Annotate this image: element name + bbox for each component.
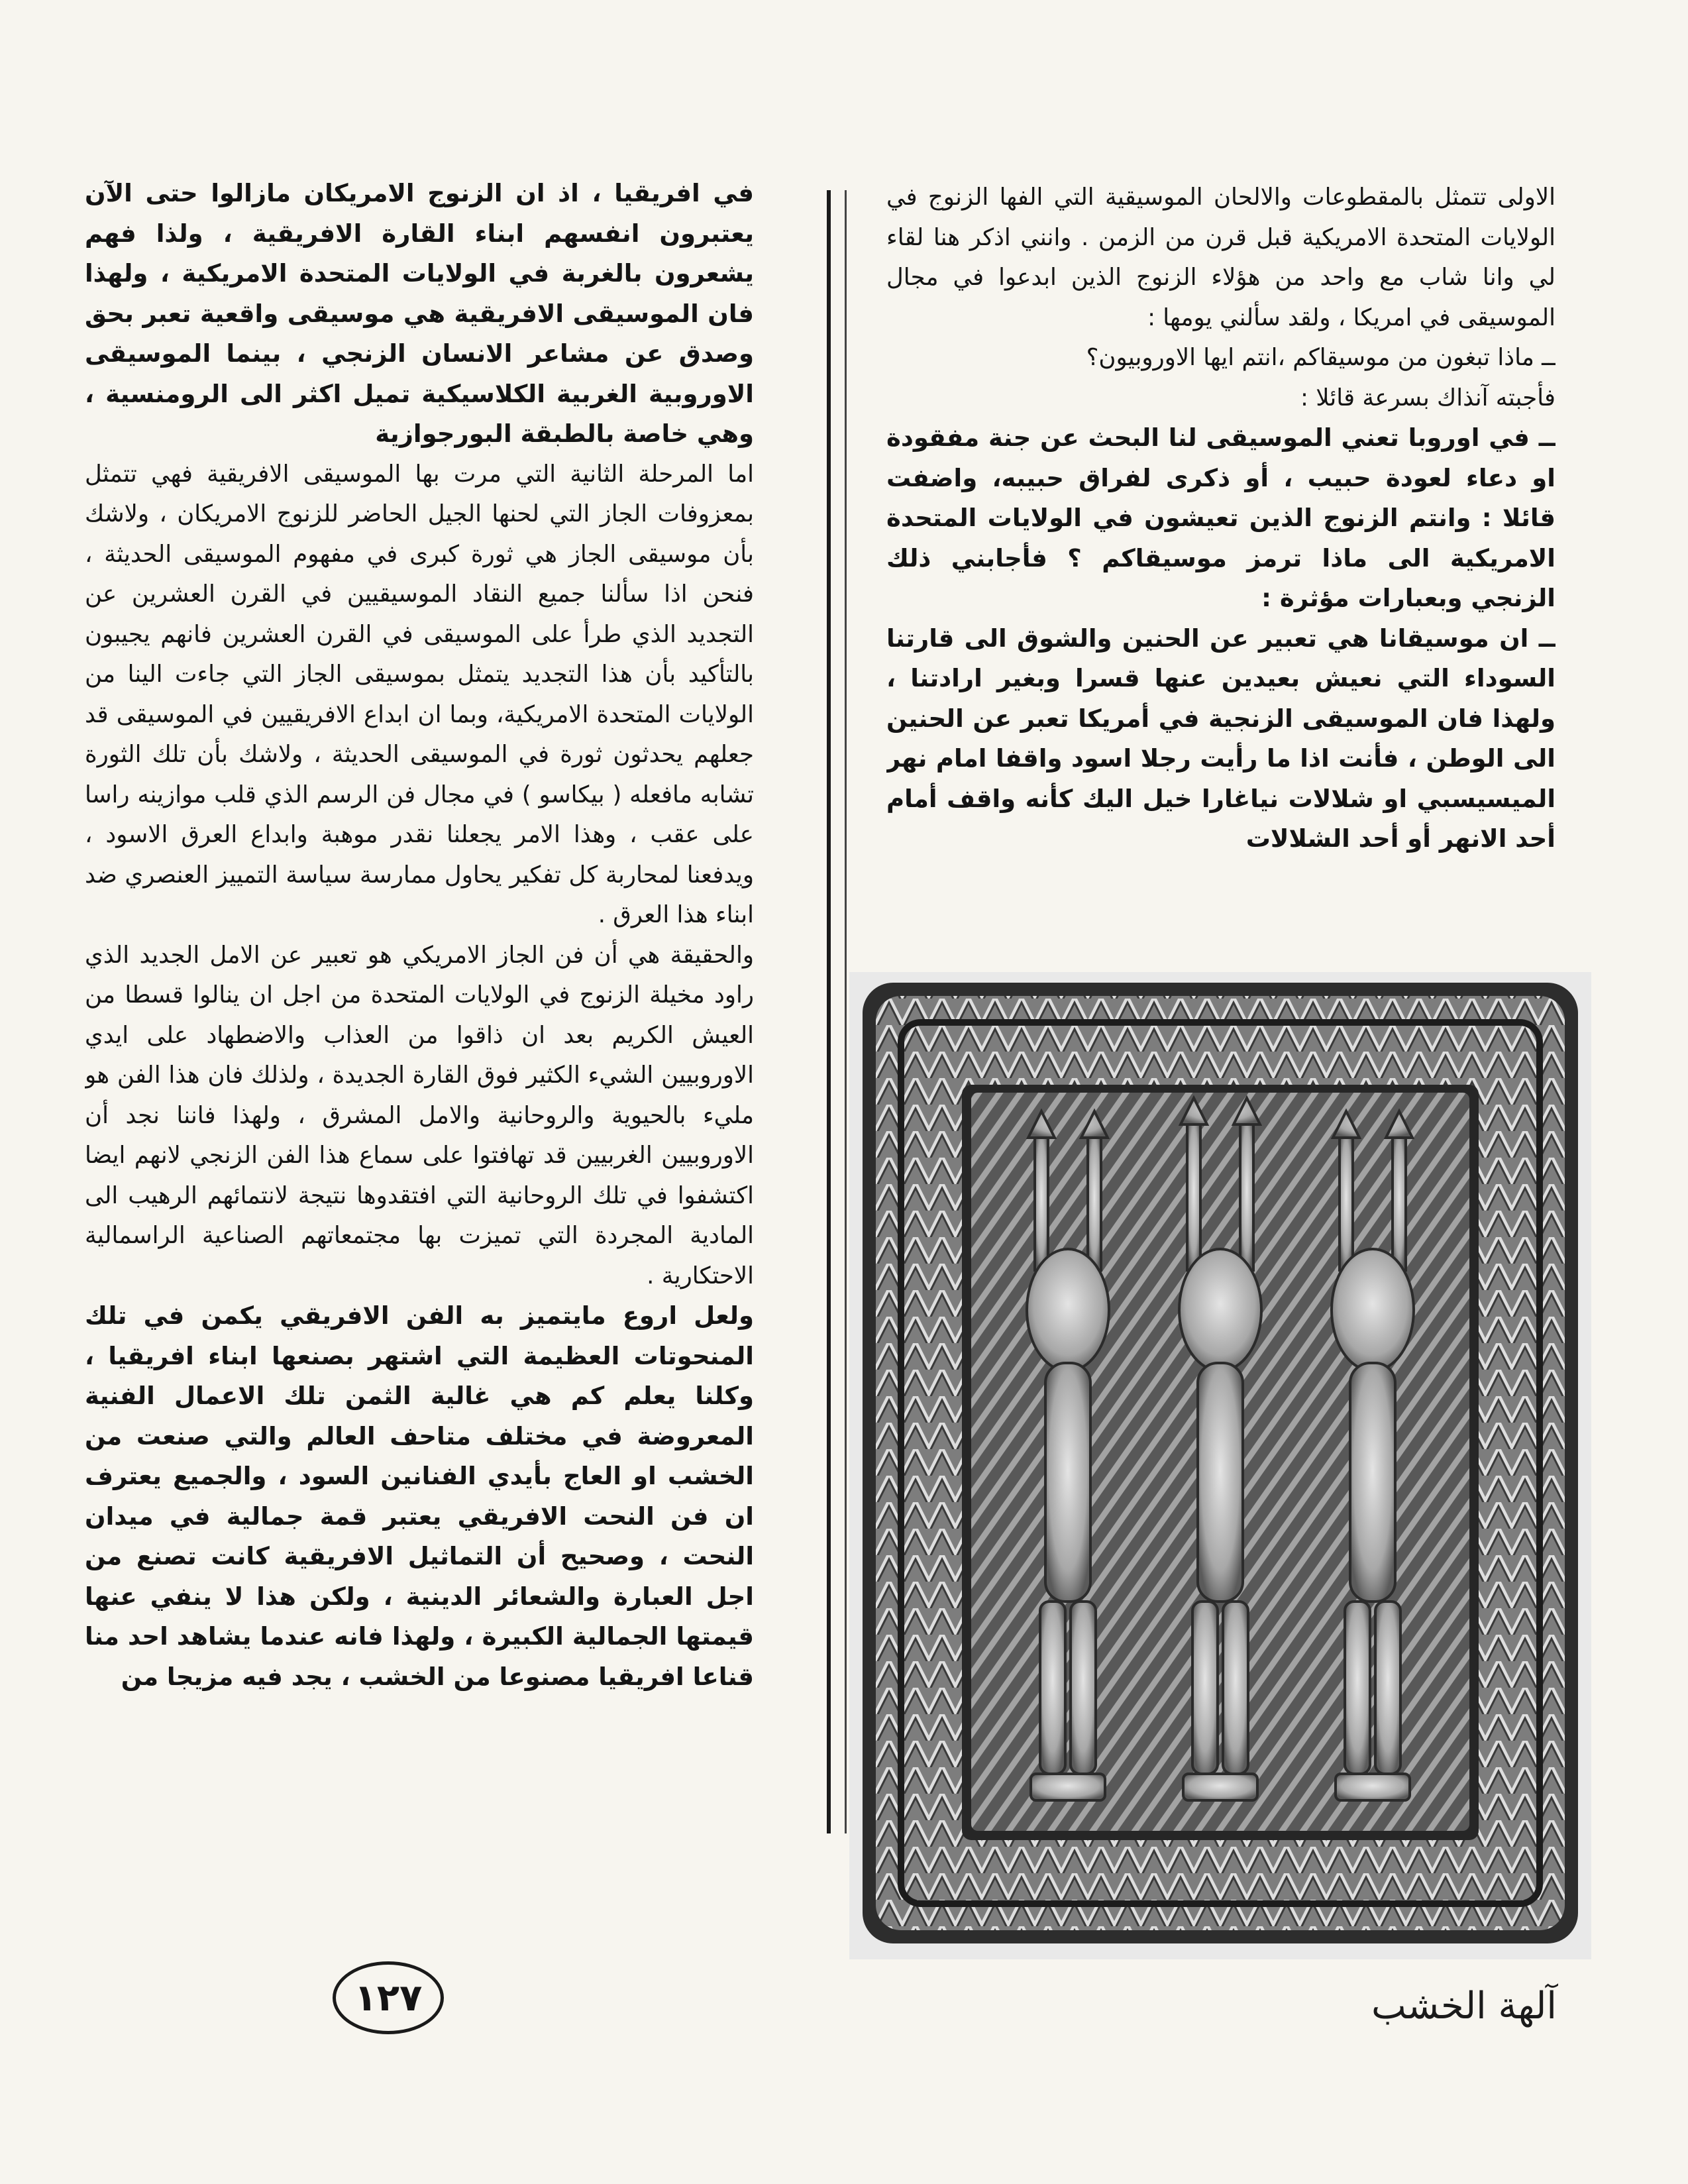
paragraph: ــ ماذا تبغون من موسيقاكم ،انتم ايها الاوروبيون؟	[1086, 344, 1556, 371]
paragraph: في افريقيا ، اذ ان الزنوج الامريكان مازالوا حتى الآن يعتبرون انفسهم ابناء القارة الافريقية ، ولذا فهم يشعرون بالغربة في الولايات المتحدة الامريكية ، ولهذا فان الموسيقى الافريقية هي موسيقى واقعية تعبر بحق وصدق عن مشاعر الانسان الزنجي ، بينما الموسيقى الاوروبية الغربية الكلاسيكية تميل اكثر الى الرومنسية ، وهي خاصة بالطبقة البورجوازية	[85, 179, 754, 448]
paragraph: اما المرحلة الثانية التي مرت بها الموسيقى الافريقية فهي تتمثل بمعزوفات الجاز التي لحنها الجيل الحاضر للزنوج الامريكان ، ولاشك بأن موسيقى الجاز هي ثورة كبرى في مفهوم الموسيقى الحديثة ، فنحن اذا سألنا جميع النقاد الموسيقيين في القرن العشرين عن التجديد الذي طرأ على الموسيقى في القرن العشرين فانهم يجيبون بالتأكيد بأن هذا التجديد يتمثل بموسيقى الجاز التي جاءت الينا من الولايات المتحدة الامريكية، وبما ان ابداع الافريقيين في الموسيقى قد جعلهم يحدثون ثورة في الموسيقى الحديثة ، ولاشك بأن تلك الثورة تشابه مافعله ( بيكاسو ) في مجال فن الرسم الذي قلب موازينه راسا على عقب ، وهذا الامر يجعلنا نقدر موهبة وابداع العرق الاسود ، ويدفعنا لمحاربة كل تفكير يحاول ممارسة سياسة التمييز العنصري ضد ابناء هذا العرق .	[85, 460, 754, 928]
photo-caption: آلهة الخشب	[1371, 1985, 1557, 2028]
paragraph: الاولى تتمثل بالمقطوعات والالحان الموسيقية التي الفها الزنوج في الولايات المتحدة الامريكية قبل قرن من الزمن . وانني اذكر هنا لقاء لي وانا شاب مع واحد من هؤلاء الزنوج الذين ابدعوا في مجال الموسيقى في امريكا ، ولقد سألني يومها :	[886, 184, 1556, 331]
paragraph: فأجبته آنذاك بسرعة قائلا :	[1300, 384, 1556, 411]
column-divider	[827, 190, 847, 1833]
page-number	[333, 1961, 444, 2034]
page-number-text: ١٢٧	[354, 1976, 423, 2020]
paragraph: ولعل اروع مايتميز به الفن الافريقي يكمن في تلك المنحوتات العظيمة التي اشتهر بصنعها ابناء افريقيا ، وكلنا يعلم كم هي غالية الثمن تلك الاعمال الفنية المعروضة في مختلف متاحف العالم والتي صنعت من الخشب او العاج بأيدي الفنانين السود ، والجميع يعترف ان فن النحت الافريقي يعتبر قمة جمالية في ميدان النحت ، وصحيح أن التماثيل الافريقية كانت تصنع من اجل العبارة والشعائر الدينية ، ولكن هذا لا ينفي عنها قيمتها الجمالية الكبيرة ، ولهذا فانه عندما يشاهد احد منا قناعا افريقيا مصنوعا من الخشب ، يجد فيه مزيجا من	[85, 1301, 754, 1691]
carved-wooden-panel-photo	[849, 972, 1591, 1959]
paragraph: والحقيقة هي أن فن الجاز الامريكي هو تعبير عن الامل الجديد الذي راود مخيلة الزنوج في الولايات المتحدة من اجل ان ينالوا قسطا من العيش الكريم بعد ان ذاقوا من العذاب والاضطهاد على ايدي الاوروبيين الشيء الكثير فوق القارة الجديدة ، ولذلك فان هذا الفن هو مليء بالحيوية والروحانية والامل المشرق ، ولهذا فاننا نجد أن الاوروبيين الغربيين قد تهافتوا على سماع هذا الفن الزنجي لانهم ايضا اكتشفوا في تلك الروحانية التي افتقدوها نتيجة لانتمائهم الرهيب الى المادية المجردة التي تميزت بها مجتمعاتهم الصناعية الراسمالية الاحتكارية .	[85, 941, 754, 1289]
right-text-column	[886, 178, 1556, 926]
paragraph: ــ في اوروبا تعني الموسيقى لنا البحث عن جنة مفقودة او دعاء لعودة حبيب ، أو ذكرى لفراق حبيبه، واضفت قائلا : وانتم الزنوج الذين تعيشون في الولايات المتحدة الامريكية الى ماذا ترمز موسيقاكم ؟ فأجابني ذلك الزنجي وبعبارات مؤثرة :	[886, 423, 1556, 612]
paragraph: ــ ان موسيقانا هي تعبير عن الحنين والشوق الى قارتنا السوداء التي نعيش بعيدين عنها قسرا وبغير ارادتنا ، ولهذا فان الموسيقى الزنجية في أمريكا تعبر عن الحنين الى الوطن ، فأنت اذا ما رأيت رجلا اسود واقفا امام نهر الميسيسبي او شلالات نياغارا خيل اليك كأنه واقف أمام أحد الانهر أو أحد الشلالات	[886, 624, 1556, 853]
left-text-column	[85, 174, 754, 1886]
